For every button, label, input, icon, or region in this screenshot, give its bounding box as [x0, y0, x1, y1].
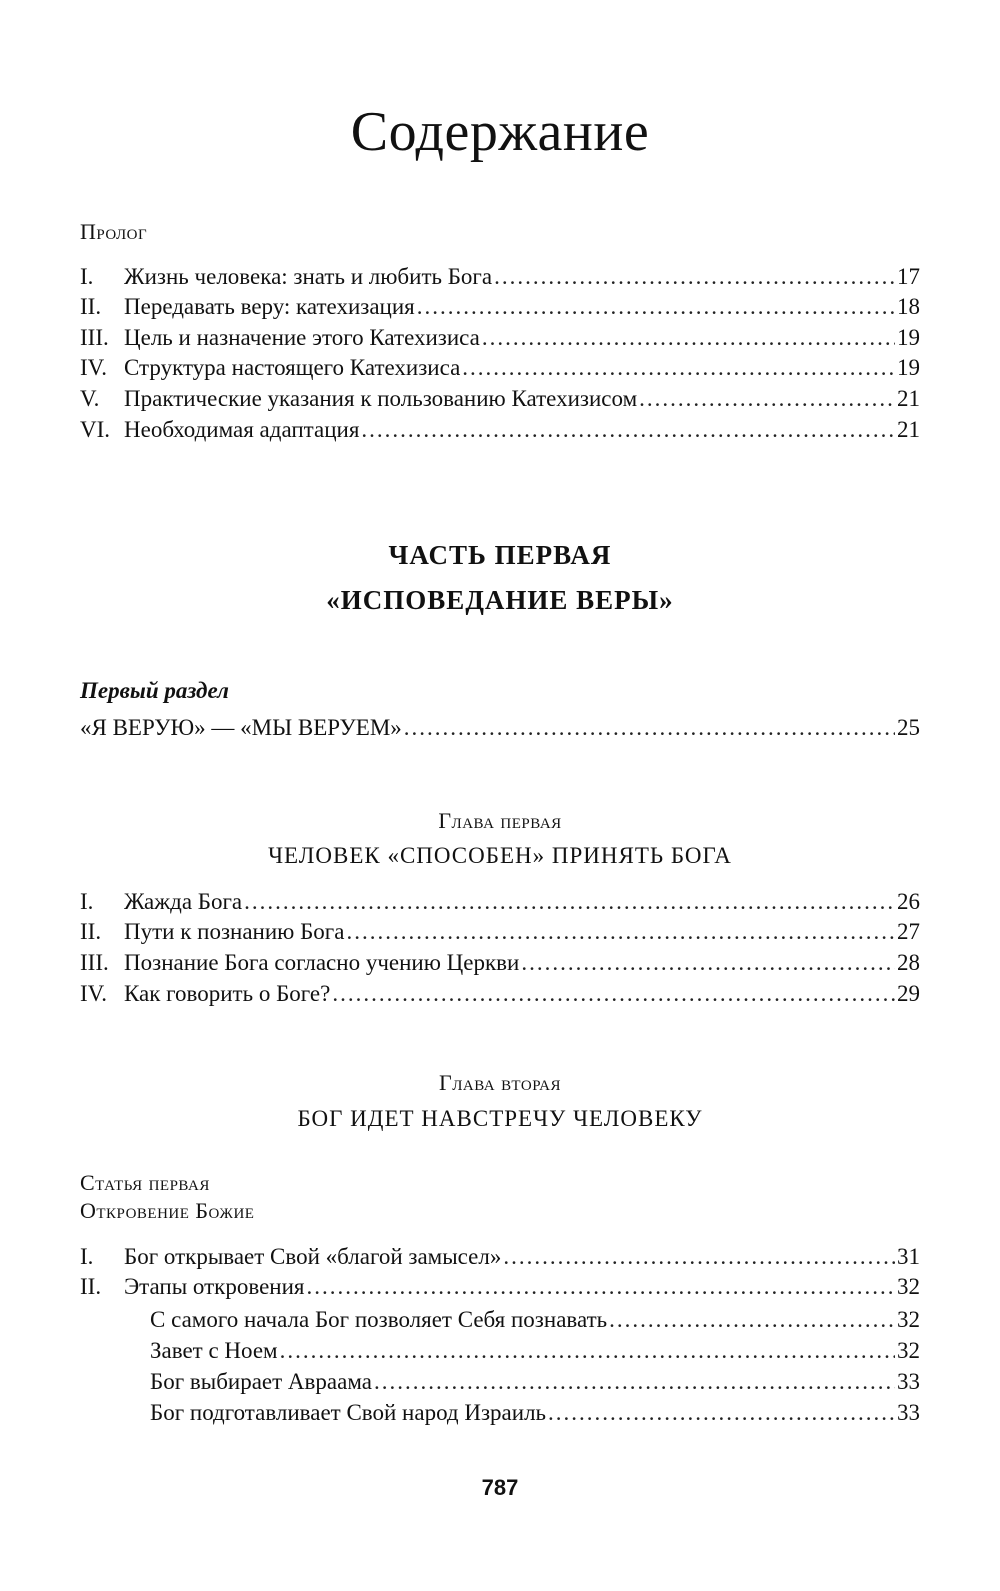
entry-page: 32 — [897, 1307, 920, 1332]
entry-number: I. — [80, 1244, 94, 1269]
part-heading: ЧАСТЬ ПЕРВАЯ — [388, 540, 612, 570]
dot-leader — [374, 1366, 895, 1397]
entry-title: Жизнь человека: знать и любить Бога — [124, 264, 493, 289]
entry-title: Познание Бога согласно учению Церкви — [124, 950, 520, 975]
entry-page: 31 — [897, 1244, 920, 1269]
toc-subentry[interactable] — [150, 1304, 920, 1335]
toc-entry[interactable] — [80, 291, 920, 322]
entry-page: 32 — [897, 1338, 920, 1363]
dot-leader — [548, 1397, 895, 1428]
entry-page: 26 — [897, 889, 920, 914]
entry-number: I. — [80, 889, 94, 914]
entry-number: II. — [80, 1274, 102, 1299]
entry-page: 33 — [897, 1400, 920, 1425]
entry-title: Завет с Ноем — [150, 1338, 278, 1363]
entry-title: Цель и назначение этого Катехизиса — [124, 325, 480, 350]
prologue-heading: Пролог — [80, 219, 148, 244]
entry-title: С самого начала Бог позволяет Себя познавать — [150, 1307, 608, 1332]
article-title: Откровение Божие — [80, 1198, 255, 1223]
entry-page: 18 — [897, 294, 920, 319]
dot-leader — [361, 414, 895, 445]
dot-leader — [404, 712, 895, 743]
entry-number: V. — [80, 386, 100, 411]
toc-entry[interactable] — [80, 322, 920, 353]
part-subheading: «ИСПОВЕДАНИЕ ВЕРЫ» — [326, 585, 674, 615]
dot-leader — [521, 947, 895, 978]
entry-title: Жажда Бога — [124, 889, 243, 914]
page-title: Содержание — [350, 101, 650, 163]
entry-title: Бог подготавливает Свой народ Израиль — [150, 1400, 547, 1425]
toc-entry[interactable] — [80, 383, 920, 414]
toc-entry[interactable] — [80, 886, 920, 917]
dot-leader — [332, 978, 895, 1009]
entry-title: Необходимая адаптация — [124, 417, 360, 442]
chapter-label: Глава первая — [438, 808, 562, 833]
dot-leader — [280, 1335, 895, 1366]
entry-page: 17 — [897, 264, 920, 289]
article-label: Статья первая — [80, 1170, 210, 1195]
toc-subentry[interactable] — [150, 1366, 920, 1397]
dot-leader — [417, 291, 895, 322]
toc-entry[interactable] — [80, 414, 920, 445]
chapter-label: Глава вторая — [439, 1070, 561, 1095]
entry-number: III. — [80, 325, 109, 350]
entry-title: Этапы откровения — [124, 1274, 305, 1299]
chapter-title: БОГ ИДЕТ НАВСТРЕЧУ ЧЕЛОВЕКУ — [297, 1106, 703, 1131]
entry-number: IV. — [80, 981, 108, 1006]
dot-leader — [494, 261, 895, 292]
entry-page: 29 — [897, 981, 920, 1006]
dot-leader — [503, 1241, 895, 1272]
entry-number: III. — [80, 950, 109, 975]
toc-entry[interactable] — [80, 1241, 920, 1272]
entry-page: 21 — [897, 417, 920, 442]
dot-leader — [346, 916, 895, 947]
entry-title: Бог открывает Свой «благой замысел» — [124, 1244, 502, 1269]
toc-entry[interactable] — [80, 261, 920, 292]
dot-leader — [307, 1271, 896, 1302]
chapter-title: ЧЕЛОВЕК «СПОСОБЕН» ПРИНЯТЬ БОГА — [268, 843, 732, 868]
dot-leader — [482, 322, 895, 353]
dot-leader — [639, 383, 895, 414]
dot-leader — [609, 1304, 895, 1335]
entry-title: Пути к познанию Бога — [124, 919, 345, 944]
entry-page: 33 — [897, 1369, 920, 1394]
toc-entry[interactable] — [80, 978, 920, 1009]
toc-entry[interactable] — [80, 916, 920, 947]
entry-number: II. — [80, 294, 102, 319]
entry-page: 32 — [897, 1274, 920, 1299]
entry-title: Практические указания к пользованию Катехизисом — [124, 386, 638, 411]
page-number: 787 — [481, 1475, 519, 1500]
section-heading: Первый раздел — [80, 678, 229, 703]
entry-number: I. — [80, 264, 94, 289]
entry-page: 28 — [897, 950, 920, 975]
dot-leader — [462, 352, 895, 383]
entry-page: 21 — [897, 386, 920, 411]
toc-entry[interactable] — [80, 947, 920, 978]
entry-title: Передавать веру: катехизация — [124, 294, 415, 319]
entry-number: VI. — [80, 417, 111, 442]
toc-entry[interactable] — [80, 712, 920, 743]
entry-number: II. — [80, 919, 102, 944]
entry-page: 19 — [897, 355, 920, 380]
toc-subentry[interactable] — [150, 1335, 920, 1366]
entry-title: Как говорить о Боге? — [124, 981, 331, 1006]
entry-number: IV. — [80, 355, 108, 380]
toc-subentry[interactable] — [150, 1397, 920, 1428]
entry-title: «Я ВЕРУЮ» — «МЫ ВЕРУЕМ» — [80, 715, 402, 740]
dot-leader — [244, 886, 895, 917]
entry-page: 19 — [897, 325, 920, 350]
entry-page: 27 — [897, 919, 920, 944]
toc-entry[interactable] — [80, 1271, 920, 1302]
entry-page: 25 — [897, 715, 920, 740]
entry-title: Бог выбирает Авраама — [150, 1369, 372, 1394]
entry-title: Структура настоящего Катехизиса — [124, 355, 461, 380]
toc-entry[interactable] — [80, 352, 920, 383]
